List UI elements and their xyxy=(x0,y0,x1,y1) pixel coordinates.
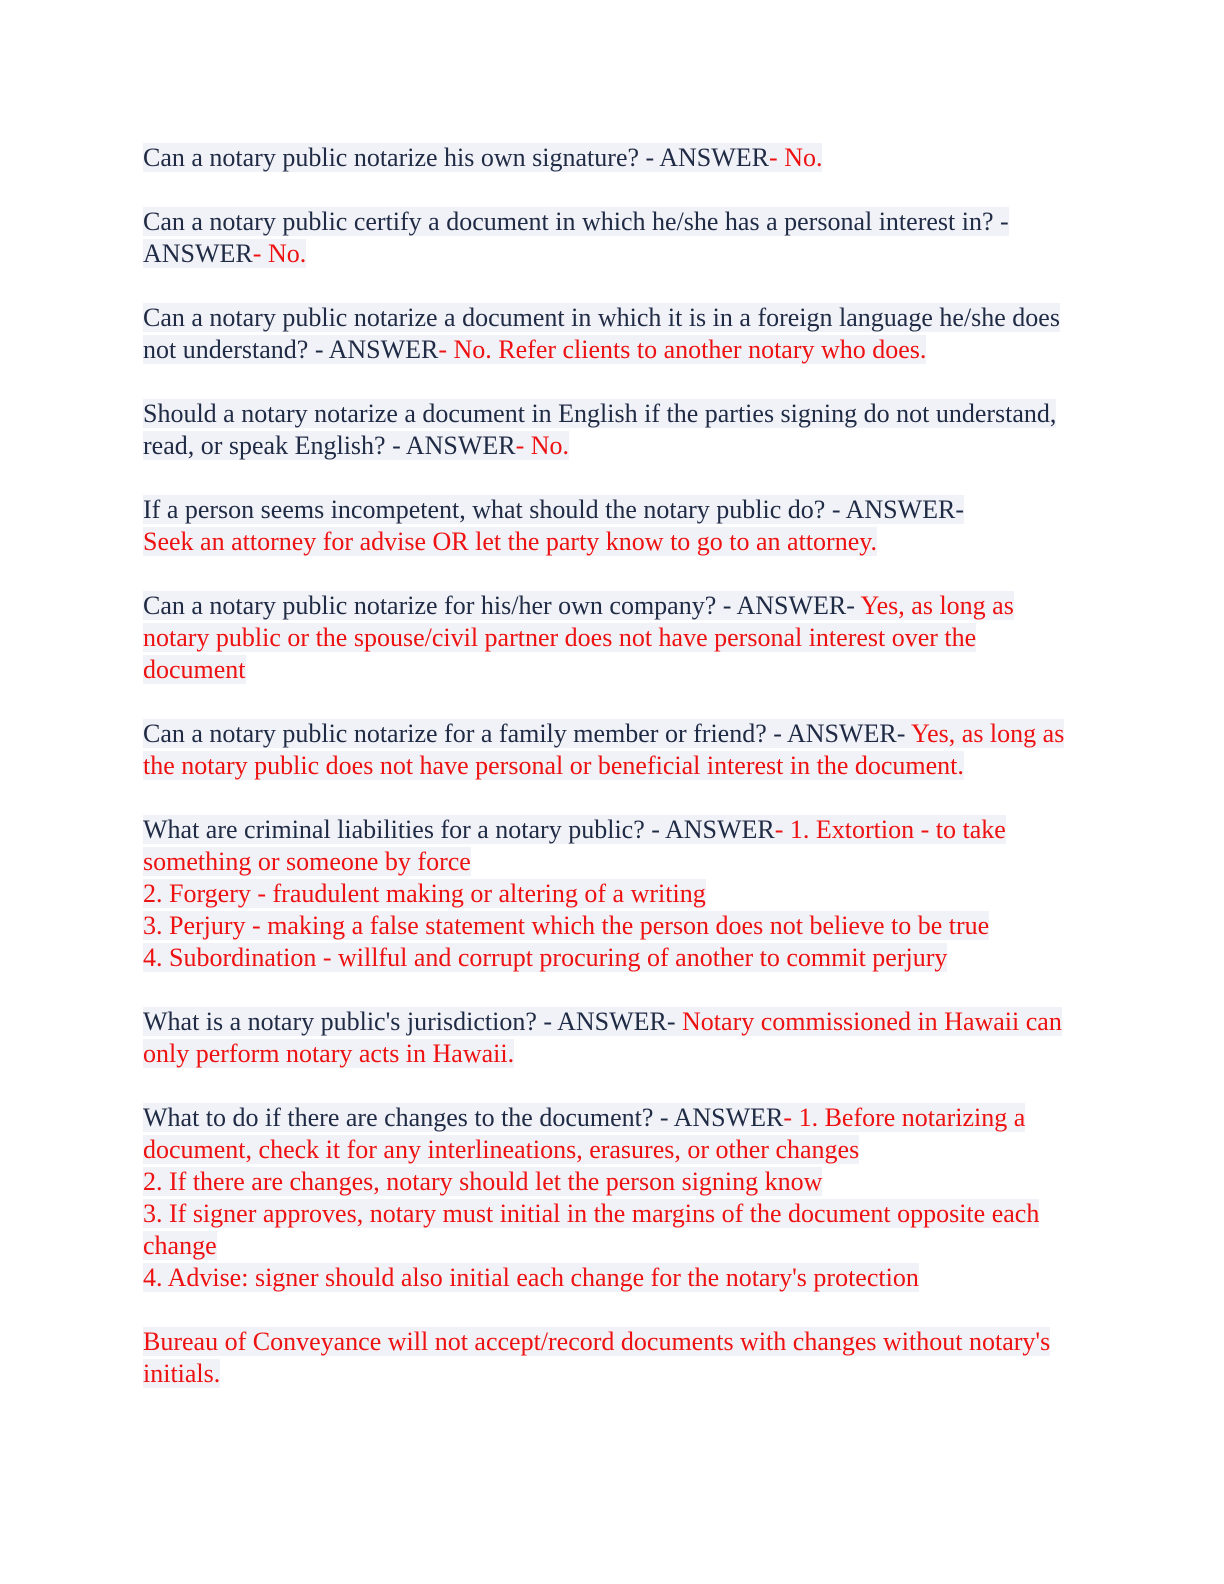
answer-text: - 1. Extortion - to take something or someone by force xyxy=(143,815,1006,876)
answer-text: - No. xyxy=(769,143,823,172)
answer-line: 3. If signer approves, notary must initial in the margins of the document opposite each change xyxy=(143,1199,1040,1260)
question-text: What is a notary public's jurisdiction? - ANSWER- xyxy=(143,1007,676,1036)
answer-text: Yes, as long as the notary public does not have personal or beneficial interest in the document. xyxy=(143,719,1065,780)
answer-text: Seek an attorney for advise OR let the party know to go to an attorney. xyxy=(143,527,878,556)
document-page xyxy=(143,142,1073,1422)
answer-line: 3. Perjury - making a false statement which the person does not believe to be true xyxy=(143,911,990,940)
closing-note xyxy=(143,1326,1073,1390)
question-text: Can a notary public certify a document in which he/she has a personal interest in? - ANSWER xyxy=(143,207,1009,268)
question-text: Can a notary public notarize his own signature? - ANSWER xyxy=(143,143,770,172)
qa-item xyxy=(143,718,1073,782)
answer-text: - No. xyxy=(252,239,307,268)
question-text: Can a notary public notarize a document in which it is in a foreign language he/she does not understand? - ANSWER xyxy=(143,303,1060,364)
qa-item xyxy=(143,398,1073,462)
qa-item xyxy=(143,494,1073,558)
question-text: Can a notary public notarize for his/her own company? - ANSWER- xyxy=(143,591,855,620)
answer-line: 2. If there are changes, notary should let the person signing know xyxy=(143,1167,823,1196)
qa-item xyxy=(143,1102,1073,1294)
question-text: Can a notary public notarize for a family member or friend? - ANSWER- xyxy=(143,719,906,748)
answer-text: - 1. Before notarizing a document, check it for any interlineations, erasures, or other changes xyxy=(143,1103,1026,1164)
answer-text: Yes, as long as notary public or the spouse/civil partner does not have personal interest over the document xyxy=(143,591,1014,684)
answer-line: 4. Advise: signer should also initial each change for the notary's protection xyxy=(143,1263,919,1292)
qa-item xyxy=(143,590,1073,686)
answer-line: 2. Forgery - fraudulent making or altering of a writing xyxy=(143,879,706,908)
answer-text: Notary commissioned in Hawaii can only perform notary acts in Hawaii. xyxy=(143,1007,1062,1068)
qa-item xyxy=(143,142,1073,174)
question-text: What to do if there are changes to the document? - ANSWER xyxy=(143,1103,784,1132)
qa-item xyxy=(143,206,1073,270)
qa-item xyxy=(143,1006,1073,1070)
question-text: What are criminal liabilities for a notary public? - ANSWER xyxy=(143,815,775,844)
answer-line: 4. Subordination - willful and corrupt procuring of another to commit perjury xyxy=(143,943,948,972)
question-text: If a person seems incompetent, what should the notary public do? - ANSWER- xyxy=(143,495,964,524)
qa-item xyxy=(143,814,1073,974)
answer-text: - No. Refer clients to another notary who does. xyxy=(438,335,927,364)
question-text: Should a notary notarize a document in English if the parties signing do not understand, read, or speak English? - ANSWER xyxy=(143,399,1057,460)
qa-item xyxy=(143,302,1073,366)
closing-note-text: Bureau of Conveyance will not accept/record documents with changes without notary's initials. xyxy=(143,1327,1051,1388)
answer-text: - No. xyxy=(515,431,570,460)
